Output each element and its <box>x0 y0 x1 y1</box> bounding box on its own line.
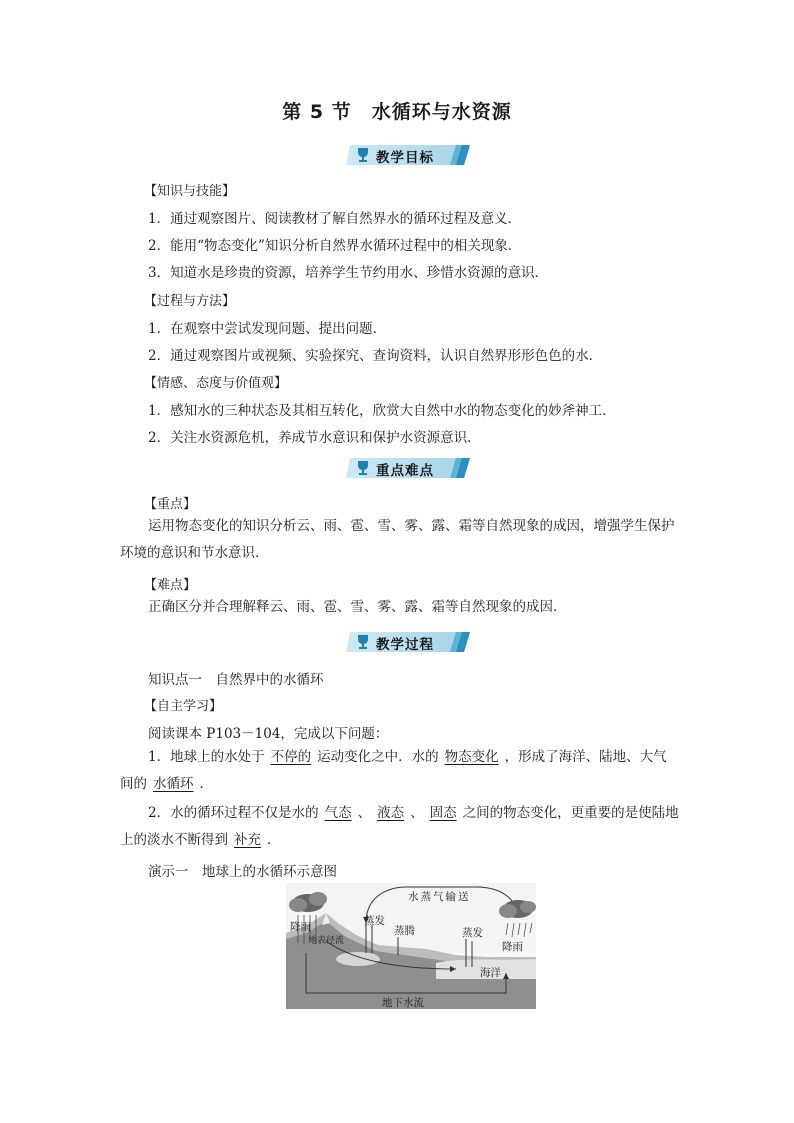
banner-label: 重点难点 <box>376 463 434 479</box>
section-heading: 【情感、态度与价值观】 <box>144 376 288 391</box>
list-item: 1．通过观察图片、阅读教材了解自然界水的循环过程及意义． <box>148 211 522 227</box>
paragraph: 正确区分并合理解释云、雨、雹、雪、雾、露、霜等自然现象的成因． <box>148 599 567 615</box>
section-heading: 【难点】 <box>144 578 197 593</box>
banner-label: 教学过程 <box>376 637 434 653</box>
question-2: 2．水的循环过程不仅是水的 气态 、 液态 、 固态 之间的物态变化，更重要的是使陆地上的淡水不断得到 补充 ． <box>120 805 679 848</box>
label-rain-right: 降雨 <box>502 941 523 953</box>
banner-objectives <box>346 143 470 167</box>
question-1: 1．地球上的水处于 不停的 运动变化之中．水的 物态变化 ，形成了海洋、陆地、大气间的 水循环 ． <box>120 749 667 792</box>
list-item: 1．感知水的三种状态及其相互转化，欣赏大自然中水的物态变化的妙斧神工． <box>148 403 616 419</box>
answer-blank: 气态 <box>324 805 352 821</box>
answer-blank: 补充 <box>234 832 261 848</box>
label-vapor-transport: 水蒸气输送 <box>408 891 471 903</box>
answer-blank: 水循环 <box>153 776 194 792</box>
list-item: 1．在观察中尝试发现问题、提出问题． <box>148 321 387 337</box>
list-item: 2．能用“物态变化”知识分析自然界水循环过程中的相关现象． <box>148 238 522 254</box>
reading-instruction: 阅读课本 P103－104，完成以下问题： <box>148 726 389 742</box>
list-item: 3．知道水是珍贵的资源，培养学生节约用水、珍惜水资源的意识． <box>148 265 549 281</box>
section-heading: 【自主学习】 <box>144 699 223 714</box>
list-item: 2．关注水资源危机，养成节水意识和保护水资源意识． <box>148 430 481 446</box>
banner-process <box>346 630 470 654</box>
label-surface-runoff: 地表径流 <box>308 936 345 946</box>
section-heading: 【过程与方法】 <box>144 294 236 309</box>
label-ocean: 海洋 <box>480 967 501 979</box>
section-heading: 【重点】 <box>144 497 197 512</box>
paragraph: 运用物态变化的知识分析云、雨、雹、雪、雾、露、霜等自然现象的成因，增强学生保护环境的意识和节水意识． <box>120 518 675 561</box>
list-item: 2．通过观察图片或视频、实验探究、查询资料，认识自然界形形色色的水． <box>148 348 603 364</box>
label-evaporation-right: 蒸发 <box>462 927 483 939</box>
page-title: 第 5 节 水循环与水资源 <box>282 101 512 123</box>
label-transpiration: 蒸腾 <box>394 925 415 937</box>
answer-blank: 固态 <box>429 805 457 821</box>
banner-label: 教学目标 <box>376 150 434 166</box>
water-cycle-diagram <box>286 883 536 1009</box>
answer-blank: 物态变化 <box>444 749 499 765</box>
section-heading: 【知识与技能】 <box>144 184 236 199</box>
answer-blank: 液态 <box>377 805 405 821</box>
demo-caption: 演示一 地球上的水循环示意图 <box>148 864 337 880</box>
label-rain-left: 降雨 <box>290 921 311 933</box>
banner-key-points <box>346 456 470 480</box>
answer-blank: 不停的 <box>270 749 312 765</box>
label-evaporation-left: 蒸发 <box>364 915 385 927</box>
label-groundwater: 地下水流 <box>382 997 424 1009</box>
knowledge-point-heading: 知识点一 自然界中的水循环 <box>148 672 324 688</box>
